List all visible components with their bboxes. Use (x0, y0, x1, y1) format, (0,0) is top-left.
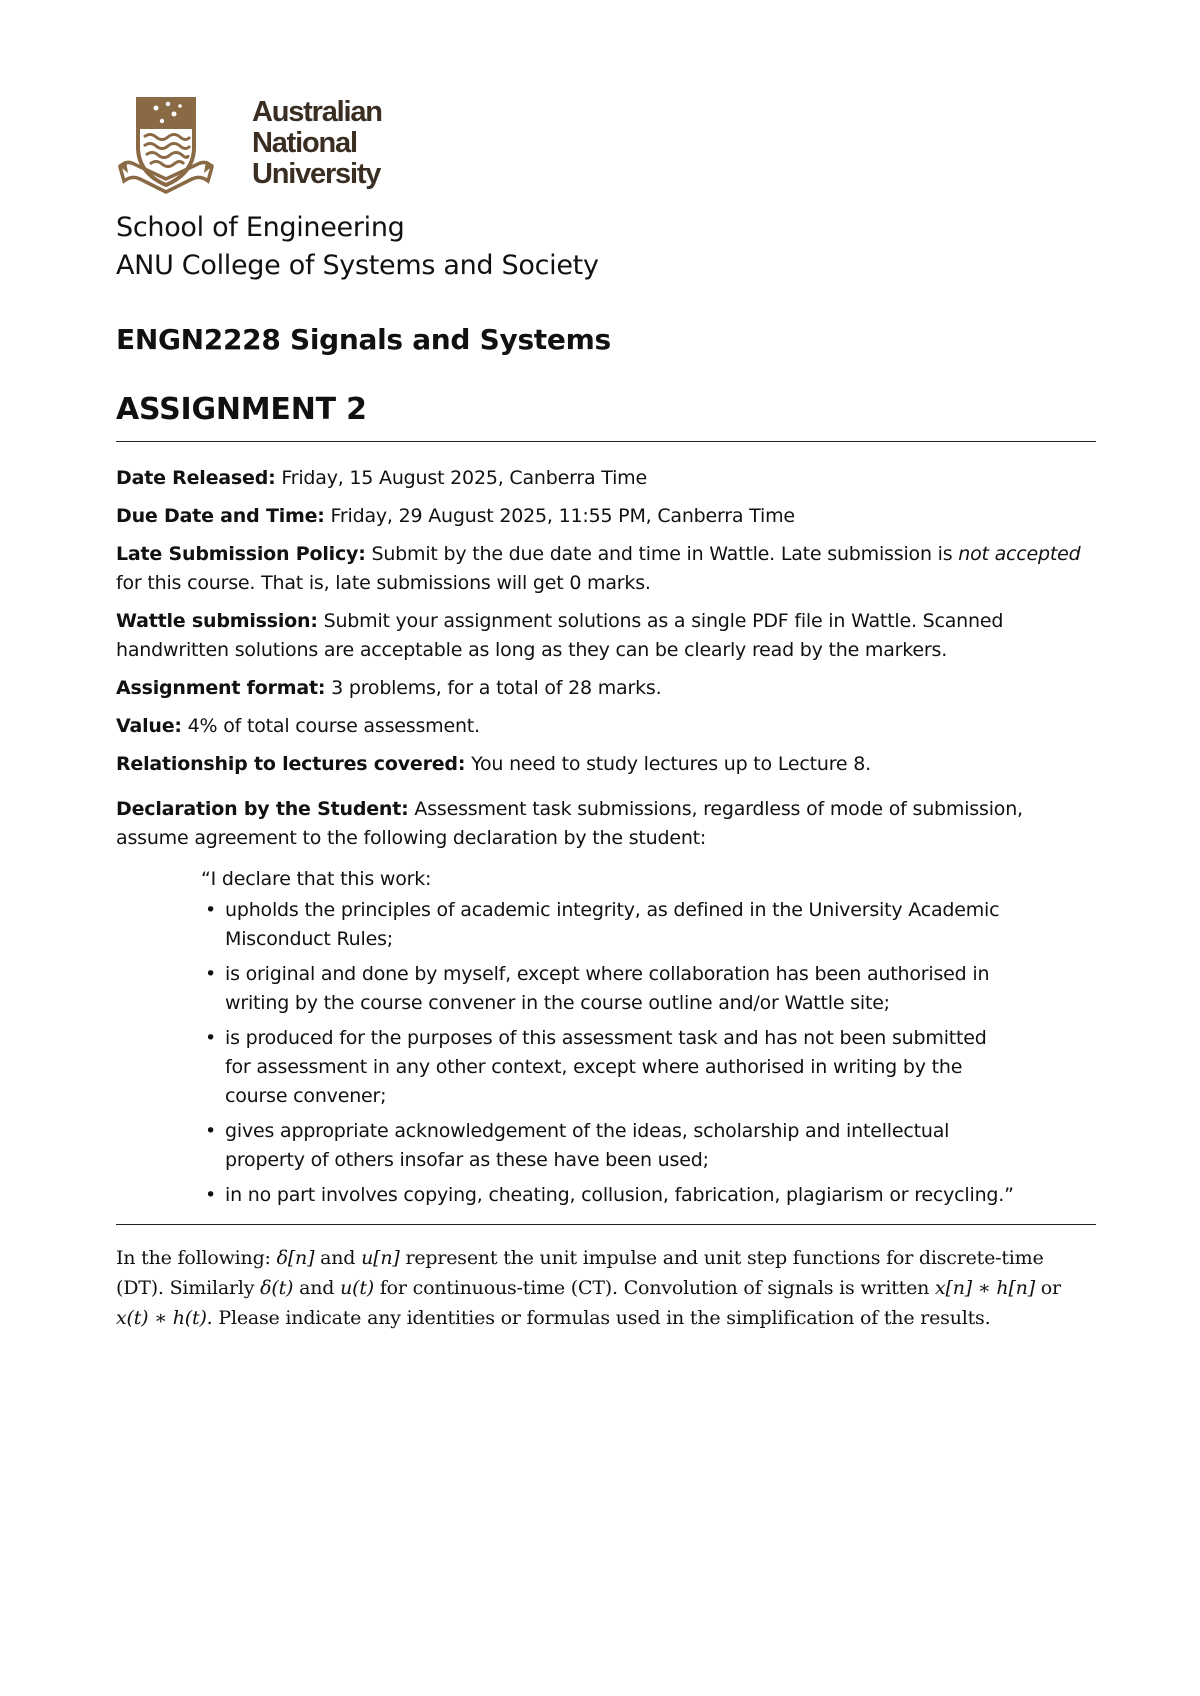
university-name-line-2: National (252, 127, 357, 159)
declaration-item-text: in no part involves copying, cheating, collusion, fabrication, plagiarism or recycling.” (225, 1184, 1014, 1206)
late-policy-text-2: for this course. That is, late submissions will get 0 marks. (116, 572, 651, 594)
wattle-label: Wattle submission: (116, 610, 318, 632)
notation-u-t: u(t) (340, 1277, 374, 1299)
date-released-label: Date Released: (116, 467, 276, 489)
declaration-item-text: is original and done by myself, except where collaboration has been authorised in writing by the course convener in the course outline and/or Wattle site; (225, 963, 990, 1014)
declaration-statement (201, 865, 1096, 1210)
list-item (201, 1117, 1015, 1175)
notation-u-n: u[n] (361, 1247, 400, 1269)
due-date-row (116, 502, 1096, 531)
notation-delta-n: δ[n] (276, 1247, 315, 1269)
list-item (201, 960, 1015, 1018)
wattle-value: Submit your assignment solutions as a single PDF file in Wattle. Scanned handwritten solutions are acceptable as long as they can be clearly read by the markers. (116, 610, 1004, 661)
notation-text-6: or (1040, 1277, 1061, 1299)
notation-paragraph (116, 1243, 1096, 1333)
wattle-row (116, 607, 1096, 665)
format-value: 3 problems, for a total of 28 marks. (331, 677, 662, 699)
notation-text-2: and (320, 1247, 356, 1269)
value-row (116, 712, 1096, 741)
lectures-label: Relationship to lectures covered: (116, 753, 466, 775)
top-divider (116, 441, 1096, 442)
date-released-value: Friday, 15 August 2025, Canberra Time (281, 467, 647, 489)
list-item (201, 896, 1015, 954)
notation-conv-ct: x(t) ∗ h(t). (116, 1307, 213, 1329)
declaration-row (116, 795, 1096, 853)
late-policy-row (116, 540, 1096, 598)
format-row (116, 674, 1096, 703)
late-policy-label: Late Submission Policy: (116, 543, 366, 565)
school-block (116, 209, 1096, 285)
list-item (201, 1024, 1015, 1111)
notation-text-1: In the following: (116, 1247, 271, 1269)
notation-text-5: for continuous-time (CT). Convolution of signals is written (379, 1277, 930, 1299)
due-date-value: Friday, 29 August 2025, 11:55 PM, Canberra Time (330, 505, 795, 527)
assignment-details (116, 464, 1096, 853)
bullet-icon: • (205, 1027, 217, 1049)
due-date-label: Due Date and Time: (116, 505, 325, 527)
lectures-row (116, 750, 1096, 779)
value-value: 4% of total course assessment. (187, 715, 480, 737)
declaration-list (201, 896, 1096, 1210)
document-page (116, 95, 1096, 1333)
notation-delta-t: δ(t) (260, 1277, 294, 1299)
bottom-divider (116, 1224, 1096, 1225)
list-item (201, 1181, 1015, 1210)
lectures-value: You need to study lectures up to Lecture 8. (471, 753, 871, 775)
anu-logo (116, 95, 1096, 195)
notation-conv-dt: x[n] ∗ h[n] (935, 1277, 1035, 1299)
declaration-label: Declaration by the Student: (116, 798, 409, 820)
university-name-line-1: Australian (252, 96, 382, 128)
declaration-intro: “I declare that this work: (201, 868, 432, 890)
anu-crest-icon (116, 95, 240, 195)
value-label: Value: (116, 715, 182, 737)
bullet-icon: • (205, 963, 217, 985)
bullet-icon: • (205, 1184, 217, 1206)
school-name: School of Engineering (116, 212, 405, 243)
late-policy-text-1: Submit by the due date and time in Wattle. Late submission is (371, 543, 953, 565)
university-name (252, 97, 382, 190)
declaration-item-text: upholds the principles of academic integrity, as defined in the University Academic Misconduct Rules; (225, 899, 1000, 950)
date-released-row (116, 464, 1096, 493)
declaration-item-text: is produced for the purposes of this assessment task and has not been submitted for assessment in any other context, except where authorised in writing by the course convener; (225, 1027, 987, 1107)
course-title: ENGN2228 Signals and Systems (116, 323, 611, 356)
assignment-title: ASSIGNMENT 2 (116, 392, 367, 427)
notation-text-4: and (299, 1277, 335, 1299)
format-label: Assignment format: (116, 677, 326, 699)
declaration-item-text: gives appropriate acknowledgement of the ideas, scholarship and intellectual property of others insofar as these have been used; (225, 1120, 950, 1171)
college-name: ANU College of Systems and Society (116, 250, 599, 281)
late-policy-emphasis: not accepted (958, 543, 1081, 565)
declaration-value: Assessment task submissions, regardless of mode of submission, assume agreement to the following declaration by the student: (116, 798, 1023, 849)
bullet-icon: • (205, 899, 217, 921)
university-name-line-3: University (252, 158, 381, 190)
notation-text-3: represent the unit impulse and unit step functions for discrete-time (DT). Similarly (116, 1247, 1044, 1299)
bullet-icon: • (205, 1120, 217, 1142)
notation-text-7: Please indicate any identities or formulas used in the simplification of the results. (218, 1307, 991, 1329)
